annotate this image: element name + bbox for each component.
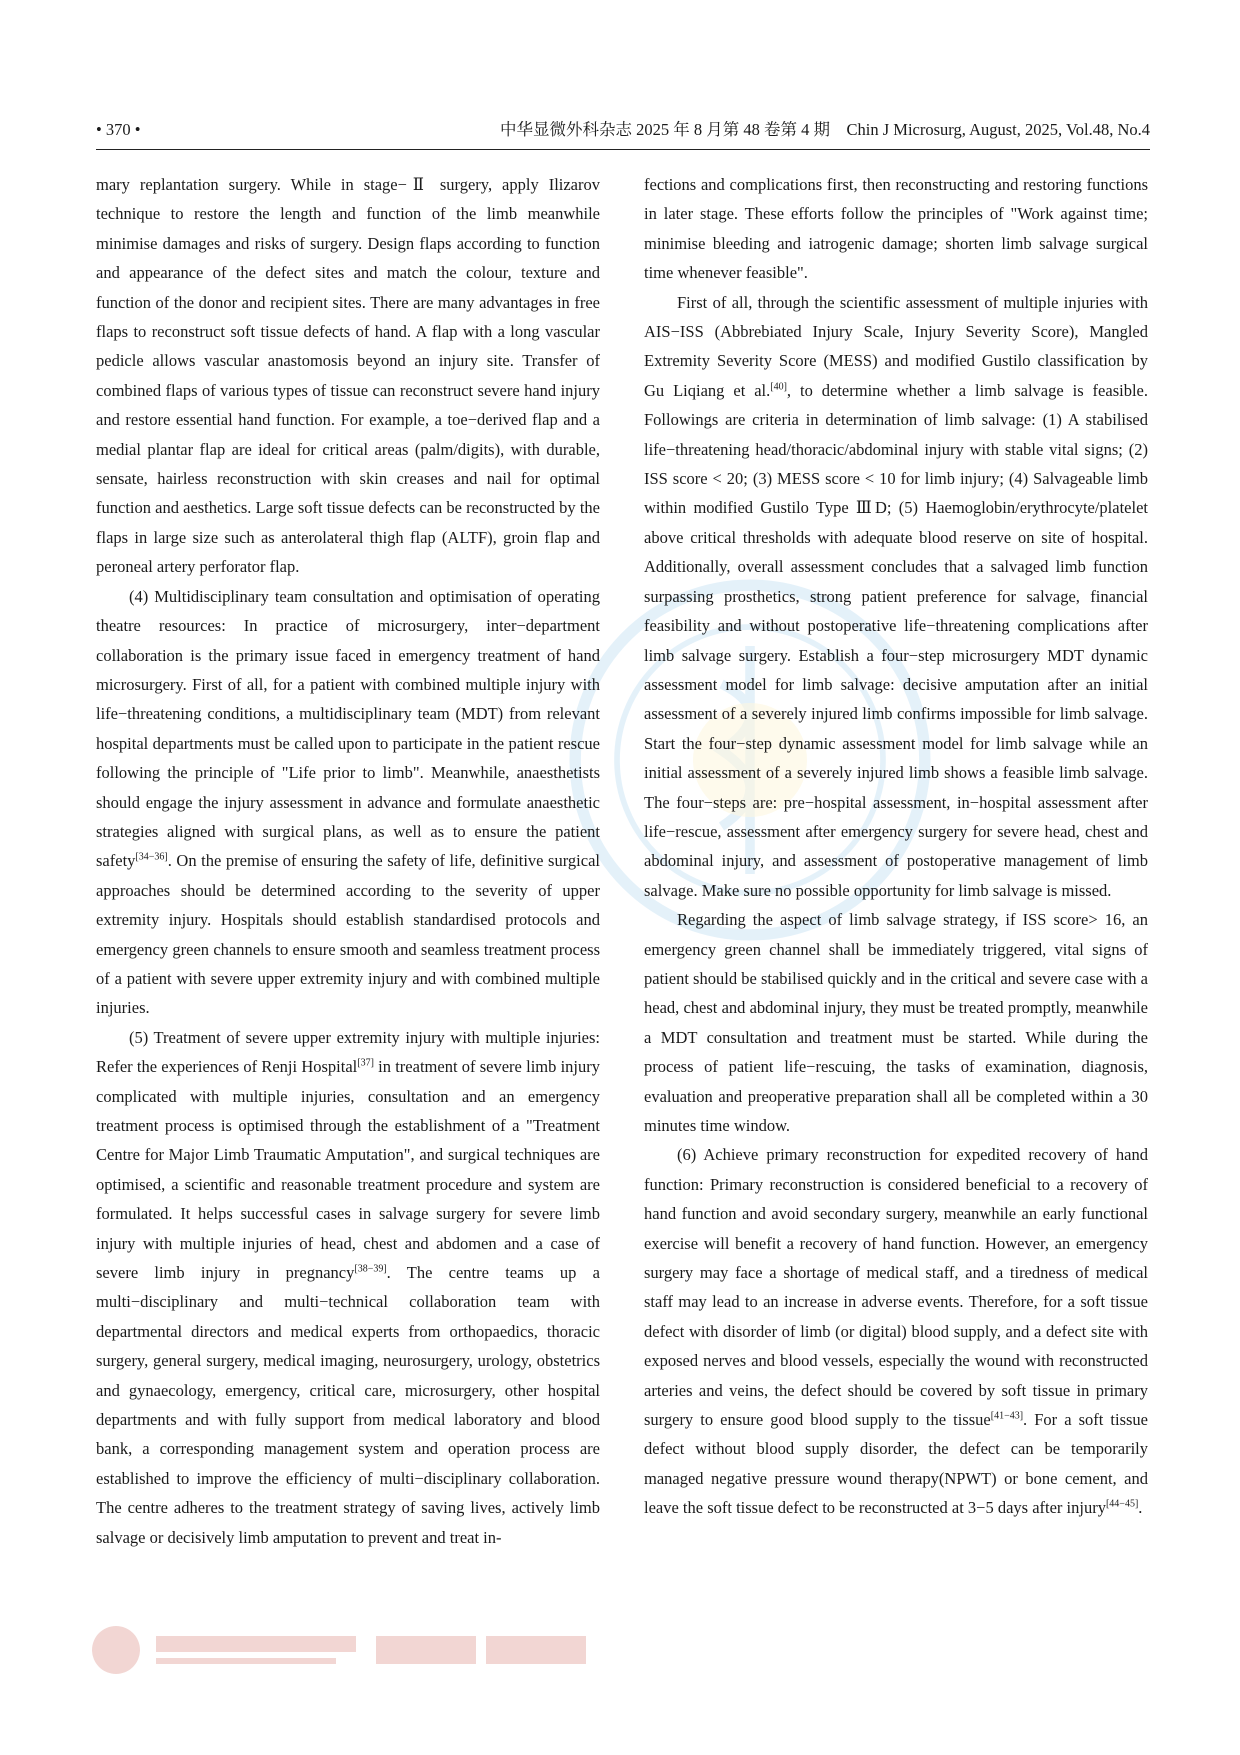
- paragraph: (4) Multidisciplinary team consultation and optimisation of operating theatre resources: In practice of microsurgery, inter−department collaboration is the primary issue faced in emergency treatment of hand microsurgery. First of all, for a patient with combined multiple injury with life−threatening conditions, a multidisciplinary team (MDT) from relevant hospital departments must be called upon to participate in the patient rescue following the principle of "Life prior to limb". Meanwhile, anaesthetists should engage the injury assessment in advance and formulate anaesthetic strategies aligned with surgical plans, as well as to ensure the patient safety[34−36]. On the premise of ensuring the safety of life, definitive surgical approaches should be determined according to the severity of upper extremity injury. Hospitals should establish standardised protocols and emergency green channels to ensure smooth and seamless treatment process of a patient with severe upper extremity injury and with combined multiple injuries.: [96, 586, 600, 1018]
- paragraph: fections and complications first, then reconstructing and restoring functions in later stage. These efforts follow the principles of "Work against time; minimise bleeding and iatrogenic damage; shorten limb salvage surgical time whenever feasible".: [644, 175, 1148, 283]
- paragraph: mary replantation surgery. While in stage−Ⅱ surgery, apply Ilizarov technique to restore the length and function of the limb meanwhile minimise damages and risks of surgery. Design flaps according to function and appearance of the defect sites and match the colour, texture and function of the donor and recipient sites. There are many advantages in free flaps to reconstruct soft tissue defects of hand. A flap with a long vascular pedicle allows vascular anastomosis beyond an injury site. Transfer of combined flaps of various types of tissue can reconstruct severe hand injury and restore essential hand function. For example, a toe−derived flap and a medial plantar flap are ideal for critical areas (palm/digits), with durable, sensate, hairless reconstruction with skin creases and nail for optimal function and aesthetics. Large soft tissue defects can be reconstructed by the flaps in large size such as anterolateral thigh flap (ALTF), groin flap and peroneal artery perforator flap.: [96, 175, 600, 577]
- running-header: [96, 116, 1150, 150]
- citation: [41−43]: [990, 1410, 1024, 1422]
- citation: [37]: [357, 1057, 374, 1069]
- page-number: • 370 •: [96, 120, 141, 139]
- paragraph: First of all, through the scientific assessment of multiple injuries with AIS−ISS (Abbrebiated Injury Scale, Injury Severity Score), Mangled Extremity Severity Score (MESS) and modified Gustilo classification by Gu Liqiang et al.[40], to determine whether a limb salvage is feasible. Followings are criteria in determination of limb salvage: (1) A stabilised life−threatening head/thoracic/abdominal injury with stable vital signs; (2) ISS score < 20; (3) MESS score < 10 for limb injury; (4) Salvageable limb within modified Gustilo Type ⅢD; (5) Haemoglobin/erythrocyte/platelet above critical thresholds with adequate blood reserve on site of hospital. Additionally, overall assessment concludes that a salvaged limb function surpassing prosthetics, strong patient preference for salvage, financial feasibility and without postoperative life−threatening complications after limb salvage surgery. Establish a four−step microsurgery MDT dynamic assessment model for limb salvage: decisive amputation after an initial assessment of a severely injured limb confirms impossible for limb salvage. Start the four−step dynamic assessment model for limb salvage while an initial assessment of a severely injured limb shows a feasible limb salvage. The four−steps are: pre−hospital assessment, in−hospital assessment after life−rescue, assessment after emergency surgery for severe head, chest and abdominal injury, and assessment of postoperative management of limb salvage. Make sure no possible opportunity for limb salvage is missed.: [644, 292, 1148, 900]
- paragraph: (6) Achieve primary reconstruction for expedited recovery of hand function: Primary reconstruction is considered beneficial to a recovery of hand function and avoid secondary surgery, meanwhile an early functional exercise will benefit a recovery of hand function. However, an emergency surgery may face a shortage of medical staff, and a tiredness of medical staff may lead to an increase in adverse events. Therefore, for a soft tissue defect with disorder of limb (or digital) blood supply, and a defect site with exposed nerves and blood vessels, especially the wound with reconstructed arteries and veins, the defect should be covered by soft tissue in primary surgery to ensure good blood supply to the tissue[41−43]. For a soft tissue defect without blood supply disorder, the defect can be temporarily managed negative pressure wound therapy(NPWT) or bone cement, and leave the soft tissue defect to be reconstructed at 3−5 days after injury[44−45].: [644, 1145, 1148, 1518]
- citation: [40]: [770, 381, 787, 393]
- left-column: [96, 170, 600, 1552]
- right-column: [644, 170, 1148, 1523]
- paragraph: (5) Treatment of severe upper extremity injury with multiple injuries: Refer the experiences of Renji Hospital[37] in treatment of severe limb injury complicated with multiple injuries, consultation and an emergency treatment process is optimised through the establishment of a "Treatment Centre for Major Limb Traumatic Amputation", and surgical techniques are optimised, a scientific and reasonable treatment procedure and system are formulated. It helps successful cases in salvage surgery for severe limb injury with multiple injuries of head, chest and abdomen and a case of severe limb injury in pregnancy[38−39]. The centre teams up a multi−disciplinary and multi−technical collaboration team with departmental directors and medical experts from orthopaedics, thoracic surgery, general surgery, medical imaging, neurosurgery, urology, obstetrics and gynaecology, emergency, critical care, microsurgery, other hospital departments and with fully support from medical laboratory and blood bank, a corresponding management system and operation process are established to improve the efficiency of multi−disciplinary collaboration. The centre adheres to the treatment strategy of saving lives, actively limb salvage or decisively limb amputation to prevent and treat in-: [96, 1027, 601, 1547]
- citation: [44−45]: [1105, 1498, 1139, 1510]
- citation: [38−39]: [354, 1263, 387, 1275]
- journal-info: 中华显微外科杂志 2025 年 8 月第 48 卷第 4 期 Chin J Microsurg, August, 2025, Vol.48, No.4: [500, 120, 1150, 139]
- paragraph: Regarding the aspect of limb salvage strategy, if ISS score> 16, an emergency green channel shall be immediately triggered, vital signs of patient should be stabilised quickly and in the critical and severe case with a head, chest and abdominal injury, they must be treated promptly, meanwhile a MDT consultation and treatment must be started. While during the process of patient life−rescuing, the tasks of examination, diagnosis, evaluation and preoperative preparation shall all be completed within a 30 minutes time window.: [644, 910, 1148, 1135]
- publishing-house-logo-icon: [86, 1620, 606, 1680]
- citation: [34−36]: [135, 851, 168, 863]
- header-rule: [96, 149, 1150, 150]
